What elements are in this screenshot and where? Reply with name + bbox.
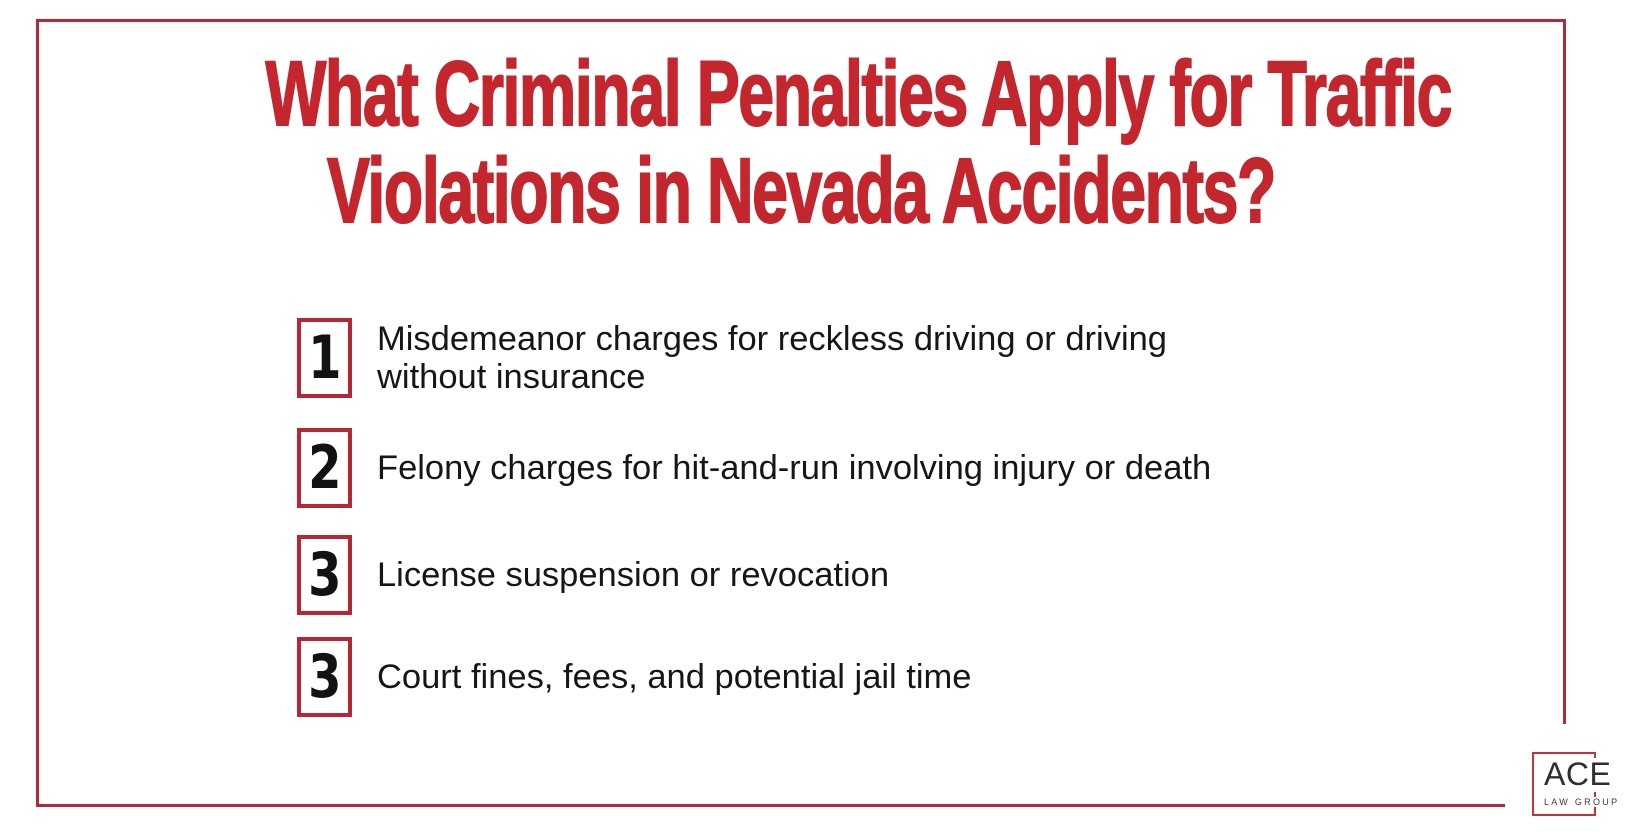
logo-text bbox=[1543, 758, 1621, 810]
logo-subtitle: LAW GROUP bbox=[1544, 796, 1620, 807]
item-text: Felony charges for hit-and-run involving injury or death bbox=[377, 448, 1212, 487]
item-text: Misdemeanor charges for reckless driving or driving without insurance bbox=[377, 319, 1167, 396]
item-text: Court fines, fees, and potential jail time bbox=[377, 657, 972, 696]
logo-name: ACE bbox=[1543, 758, 1614, 792]
item-number: 3 bbox=[307, 642, 342, 712]
list-item bbox=[297, 637, 1282, 717]
item-text: License suspension or revocation bbox=[377, 555, 890, 594]
item-number: 2 bbox=[307, 433, 342, 503]
penalty-list bbox=[297, 318, 1282, 717]
item-number-box bbox=[297, 318, 352, 398]
item-number-box bbox=[297, 637, 352, 717]
item-number-box bbox=[297, 535, 352, 615]
list-item bbox=[297, 318, 1282, 398]
item-number-box bbox=[297, 428, 352, 508]
ace-law-group-logo bbox=[1505, 724, 1640, 840]
title-line-1: What Criminal Penalties Apply for Traffic bbox=[265, 43, 1452, 145]
list-item bbox=[297, 535, 1282, 615]
page-title bbox=[36, 43, 1566, 242]
title-line-2: Violations in Nevada Accidents? bbox=[327, 140, 1275, 242]
item-number: 1 bbox=[307, 323, 342, 393]
list-item bbox=[297, 428, 1282, 508]
item-number: 3 bbox=[307, 540, 342, 610]
